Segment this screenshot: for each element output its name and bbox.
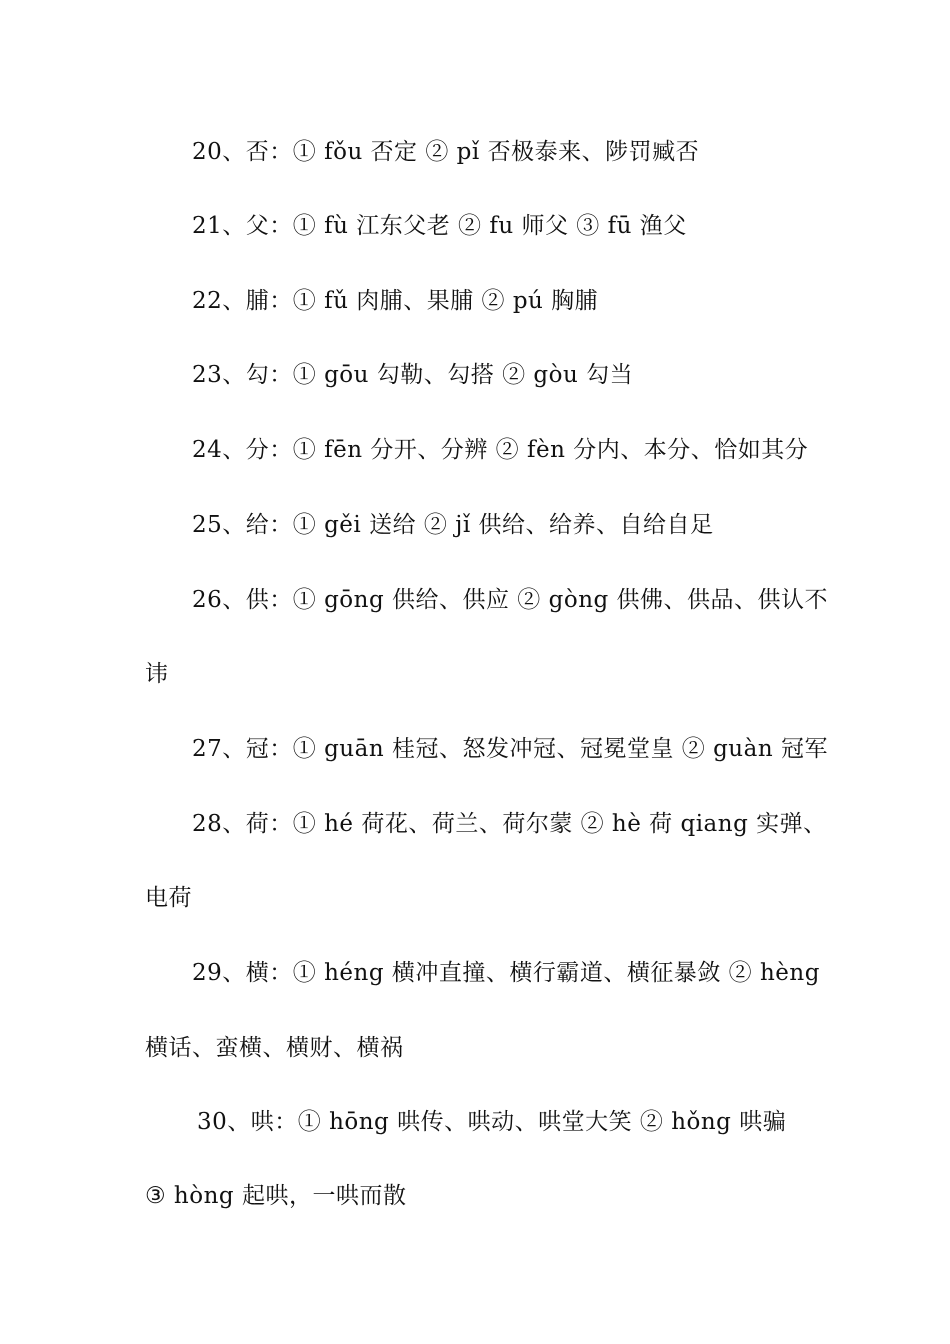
entry-25: 25、给：① gěi 送给 ② jǐ 供给、给养、自给自足	[192, 512, 714, 538]
entry-27: 27、冠：① guān 桂冠、怒发冲冠、冠冕堂皇 ② guàn 冠军	[192, 736, 828, 762]
entry-30: 30、哄：① hōng 哄传、哄动、哄堂大笑 ② hǒng 哄骗	[197, 1109, 787, 1135]
entry-26-continuation: 讳	[145, 661, 169, 687]
entry-23: 23、勾：① gōu 勾勒、勾搭 ② gòu 勾当	[192, 362, 634, 388]
entry-28: 28、荷：① hé 荷花、荷兰、荷尔蒙 ② hè 荷 qiang 实弹、	[192, 811, 827, 837]
entry-20: 20、否：① fǒu 否定 ② pǐ 否极泰来、陟罚臧否	[192, 139, 700, 165]
entry-29-continuation: 横话、蛮横、横财、横祸	[145, 1035, 404, 1061]
entry-22: 22、脯：① fǔ 肉脯、果脯 ② pú 胸脯	[192, 288, 599, 314]
entry-26: 26、供：① gōng 供给、供应 ② gòng 供佛、供品、供认不	[192, 587, 829, 613]
entry-28-continuation: 电荷	[145, 885, 192, 911]
entry-29: 29、横：① héng 横冲直撞、横行霸道、横征暴敛 ② hèng	[192, 960, 820, 986]
entry-30-continuation: ③ hòng 起哄，一哄而散	[145, 1183, 407, 1209]
entry-21: 21、父：① fù 江东父老 ② fu 师父 ③ fū 渔父	[192, 213, 687, 239]
entry-24: 24、分：① fēn 分开、分辨 ② fèn 分内、本分、恰如其分	[192, 437, 809, 463]
